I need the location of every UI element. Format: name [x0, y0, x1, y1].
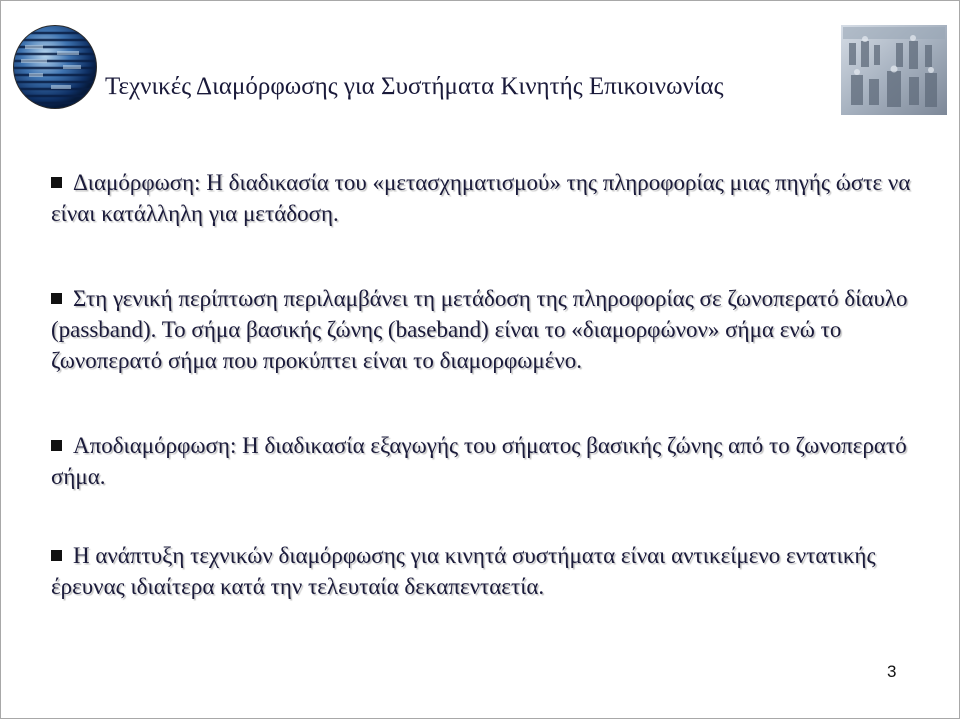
bullet-text: Διαμόρφωση: Η διαδικασία του «μετασχηματισμού» της πληροφορίας μιας πηγής ώστε να είναι κατάλληλη για μετάδοση.: [51, 170, 911, 226]
bullet-item: [51, 430, 911, 492]
bullet-text: Αποδιαμόρφωση: Η διαδικασία εξαγωγής του σήματος βασικής ζώνης από το ζωνοπερατό σήμα.: [51, 433, 907, 489]
globe-logo-icon: [11, 23, 99, 111]
square-bullet-icon: [51, 440, 62, 451]
square-bullet-icon: [51, 177, 62, 188]
square-bullet-icon: [51, 550, 62, 561]
bullet-list: [51, 167, 911, 602]
page-number: 3: [887, 662, 897, 681]
bullet-text: Στη γενική περίπτωση περιλαμβάνει τη μετάδοση της πληροφορίας σε ζωνοπερατό δίαυλο (passband). Το σήμα βασικής ζώνης (baseband) είναι το «διαμορφώνον» σήμα ενώ το ζωνοπερατό σήμα που προκύπτει είναι το διαμορφωμένο.: [51, 286, 908, 373]
stone-relief-image: [841, 25, 947, 115]
bullet-text: Η ανάπτυξη τεχνικών διαμόρφωσης για κινητά συστήματα είναι αντικείμενο εντατικής έρευνας ιδιαίτερα κατά την τελευταία δεκαπενταετία.: [51, 543, 876, 599]
bullet-item: [51, 540, 911, 602]
bullet-item: [51, 283, 911, 376]
bullet-item: [51, 167, 911, 229]
slide-title: Τεχνικές Διαμόρφωσης για Συστήματα Κινητής Επικοινωνίας: [105, 73, 724, 100]
square-bullet-icon: [51, 293, 62, 304]
